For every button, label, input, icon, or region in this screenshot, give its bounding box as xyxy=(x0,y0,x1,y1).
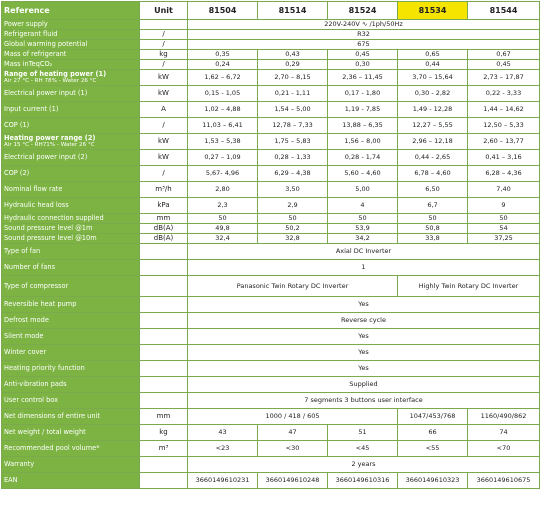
spec-value: 6,29 – 4,38 xyxy=(258,166,328,182)
spec-value: 50 xyxy=(468,214,540,224)
spec-value: 0,45 xyxy=(328,50,398,60)
spec-label xyxy=(2,198,140,214)
spec-value: 1,19 - 7,85 xyxy=(328,102,398,118)
spec-label-text: User control box xyxy=(4,396,58,405)
spec-value: 0,28 – 1,33 xyxy=(258,150,328,166)
spec-label xyxy=(2,60,140,70)
spec-unit xyxy=(140,260,188,276)
model-header-81514: 81514 xyxy=(258,2,328,20)
spec-value: 6,7 xyxy=(398,198,468,214)
spec-unit xyxy=(140,297,188,313)
spec-value: 2,60 – 13,77 xyxy=(468,134,540,150)
spec-unit: A xyxy=(140,102,188,118)
spec-value: 0,17 - 1,80 xyxy=(328,86,398,102)
spec-value: 2 years xyxy=(188,457,540,473)
spec-value: Yes xyxy=(188,361,540,377)
spec-value: 74 xyxy=(468,425,540,441)
spec-row-nominal-flow xyxy=(2,182,540,198)
spec-value: 50 xyxy=(258,214,328,224)
table-body xyxy=(2,20,540,489)
spec-value: 50,2 xyxy=(258,224,328,234)
spec-value: 1000 / 418 / 605 xyxy=(188,409,398,425)
spec-row-sound-pressure-10m xyxy=(2,234,540,244)
spec-value: 1,62 – 6,72 xyxy=(188,70,258,86)
spec-value: 12,78 – 7,33 xyxy=(258,118,328,134)
spec-label-text: Hydraulic head loss xyxy=(4,201,69,210)
spec-label-text: Sound pressure level @1m xyxy=(4,224,93,233)
spec-value: 11,03 – 6,41 xyxy=(188,118,258,134)
spec-value: 3,70 – 15,64 xyxy=(398,70,468,86)
header-row xyxy=(2,2,540,20)
spec-unit: / xyxy=(140,30,188,40)
spec-unit: m³ xyxy=(140,441,188,457)
spec-label-text: Silent mode xyxy=(4,332,44,341)
spec-row-refrigerant-fluid xyxy=(2,30,540,40)
spec-value: 0,21 - 1,11 xyxy=(258,86,328,102)
spec-row-cop-1 xyxy=(2,118,540,134)
spec-value: 47 xyxy=(258,425,328,441)
spec-row-power-supply xyxy=(2,20,540,30)
spec-value: 6,28 – 4,36 xyxy=(468,166,540,182)
spec-value: 5,67- 4,96 xyxy=(188,166,258,182)
spec-value: 0,45 xyxy=(468,60,540,70)
spec-row-heating-power-2 xyxy=(2,134,540,150)
spec-value: 6,50 xyxy=(398,182,468,198)
spec-value: 2,96 – 12,18 xyxy=(398,134,468,150)
spec-label-text: Number of fans xyxy=(4,263,56,272)
spec-row-user-control-box xyxy=(2,393,540,409)
spec-row-gwp xyxy=(2,40,540,50)
spec-row-hydraulic-connection xyxy=(2,214,540,224)
spec-value: 1160/490/862 xyxy=(468,409,540,425)
spec-value: Yes xyxy=(188,329,540,345)
table-header xyxy=(2,2,540,20)
spec-unit: kW xyxy=(140,70,188,86)
spec-value: 37,25 xyxy=(468,234,540,244)
spec-label xyxy=(2,214,140,224)
spec-value: 5,60 – 4,60 xyxy=(328,166,398,182)
spec-label-text: COP (1) xyxy=(4,121,30,130)
spec-row-recommended-pool-volume xyxy=(2,441,540,457)
spec-value: <23 xyxy=(188,441,258,457)
spec-label xyxy=(2,118,140,134)
spec-unit: kPa xyxy=(140,198,188,214)
spec-row-winter-cover xyxy=(2,345,540,361)
spec-row-net-dimensions xyxy=(2,409,540,425)
spec-label-text: EAN xyxy=(4,476,18,485)
spec-label-text: Mass of refrigerant xyxy=(4,50,67,59)
spec-unit: / xyxy=(140,166,188,182)
spec-label-text: Global warming potential xyxy=(4,40,88,49)
spec-label-text: Heating power range (2) xyxy=(4,133,96,142)
spec-unit xyxy=(140,20,188,30)
spec-value: 1,56 – 8,00 xyxy=(328,134,398,150)
spec-unit xyxy=(140,473,188,489)
spec-value: Supplied xyxy=(188,377,540,393)
spec-label-text: COP (2) xyxy=(4,169,30,178)
spec-label xyxy=(2,150,140,166)
spec-value: 0,35 xyxy=(188,50,258,60)
spec-value: 1,53 – 5,38 xyxy=(188,134,258,150)
spec-unit: / xyxy=(140,40,188,50)
spec-row-mass-refrigerant xyxy=(2,50,540,60)
spec-row-sound-pressure-1m xyxy=(2,224,540,234)
spec-label xyxy=(2,40,140,50)
spec-row-type-of-compressor xyxy=(2,276,540,297)
spec-label-text: Sound pressure level @10m xyxy=(4,234,97,243)
spec-row-cop-2 xyxy=(2,166,540,182)
spec-value: 50,8 xyxy=(398,224,468,234)
spec-label-text: Defrost mode xyxy=(4,316,49,325)
spec-label xyxy=(2,329,140,345)
spec-label-text: Warranty xyxy=(4,460,35,469)
spec-value: 32,8 xyxy=(258,234,328,244)
spec-label xyxy=(2,457,140,473)
spec-label xyxy=(2,182,140,198)
spec-label xyxy=(2,244,140,260)
spec-value: 2,3 xyxy=(188,198,258,214)
reference-header: Reference xyxy=(2,2,140,20)
model-header-81534-highlighted: 81534 xyxy=(398,2,468,20)
spec-label xyxy=(2,393,140,409)
spec-value: 66 xyxy=(398,425,468,441)
spec-unit: mm xyxy=(140,214,188,224)
spec-label-text: Type of fan xyxy=(4,247,41,256)
model-header-81504: 81504 xyxy=(188,2,258,20)
spec-unit: mm xyxy=(140,409,188,425)
spec-value: Yes xyxy=(188,297,540,313)
spec-value: 220V-240V ∿ /1ph/50Hz xyxy=(188,20,540,30)
spec-value: 7,40 xyxy=(468,182,540,198)
spec-unit xyxy=(140,361,188,377)
spec-label-text: Heating priority function xyxy=(4,364,85,373)
spec-label-text: Power supply xyxy=(4,20,48,29)
spec-value: 9 xyxy=(468,198,540,214)
spec-row-warranty xyxy=(2,457,540,473)
spec-value: 0,30 - 2,82 xyxy=(398,86,468,102)
spec-value: 1,54 – 5,00 xyxy=(258,102,328,118)
spec-label-text: Range of heating power (1) xyxy=(4,69,107,78)
spec-row-number-of-fans xyxy=(2,260,540,276)
spec-value: 6,78 – 4,60 xyxy=(398,166,468,182)
spec-label xyxy=(2,166,140,182)
spec-value: 0,30 xyxy=(328,60,398,70)
spec-value: 51 xyxy=(328,425,398,441)
spec-label xyxy=(2,30,140,40)
spec-value: 34,2 xyxy=(328,234,398,244)
spec-label xyxy=(2,425,140,441)
spec-label-text: Electrical power input (1) xyxy=(4,89,88,98)
spec-value: 32,4 xyxy=(188,234,258,244)
spec-value: 1,02 – 4,88 xyxy=(188,102,258,118)
spec-row-reversible-heat-pump xyxy=(2,297,540,313)
spec-value: 49,8 xyxy=(188,224,258,234)
spec-label-text: Reversible heat pump xyxy=(4,300,77,309)
spec-label xyxy=(2,409,140,425)
spec-value: 0,15 - 1,05 xyxy=(188,86,258,102)
spec-label-text: Winter cover xyxy=(4,348,47,357)
spec-label-text: Type of compressor xyxy=(4,281,69,290)
spec-value: 2,36 – 11,45 xyxy=(328,70,398,86)
spec-unit: kW xyxy=(140,150,188,166)
spec-label xyxy=(2,276,140,297)
spec-value: 0,44 - 2,65 xyxy=(398,150,468,166)
spec-value: 0,67 xyxy=(468,50,540,60)
spec-unit xyxy=(140,345,188,361)
spec-label-text: Hydraulic connection supplied xyxy=(4,214,104,223)
spec-unit: kW xyxy=(140,134,188,150)
spec-value: 3660149610231 xyxy=(188,473,258,489)
spec-value: 3660149610675 xyxy=(468,473,540,489)
spec-row-net-weight xyxy=(2,425,540,441)
spec-value: 1,49 - 12,28 xyxy=(398,102,468,118)
spec-label-text: Refrigerant fluid xyxy=(4,30,58,39)
spec-value: 0,27 – 1,09 xyxy=(188,150,258,166)
spec-value: 2,70 – 8,15 xyxy=(258,70,328,86)
spec-label xyxy=(2,313,140,329)
spec-label xyxy=(2,102,140,118)
spec-sublabel: Air 27 °C - RH 78% - Water 26 °C xyxy=(4,77,97,84)
spec-value: 4 xyxy=(328,198,398,214)
spec-row-defrost-mode xyxy=(2,313,540,329)
spec-unit: kW xyxy=(140,86,188,102)
spec-label-text: Nominal flow rate xyxy=(4,185,63,194)
spec-value: 0,24 xyxy=(188,60,258,70)
spec-value: 53,9 xyxy=(328,224,398,234)
spec-row-mass-teqco2 xyxy=(2,60,540,70)
spec-label-text: Electrical power input (2) xyxy=(4,153,88,162)
spec-row-electrical-input-2 xyxy=(2,150,540,166)
spec-label xyxy=(2,441,140,457)
spec-label xyxy=(2,70,140,86)
spec-unit xyxy=(140,329,188,345)
spec-value: 0,43 xyxy=(258,50,328,60)
model-header-81544: 81544 xyxy=(468,2,540,20)
spec-label xyxy=(2,377,140,393)
spec-label-text: Mass inTeqCO₂ xyxy=(4,60,53,69)
spec-value: 3660149610323 xyxy=(398,473,468,489)
spec-value: 12,27 – 5,55 xyxy=(398,118,468,134)
model-header-81524: 81524 xyxy=(328,2,398,20)
spec-row-input-current-1 xyxy=(2,102,540,118)
spec-value: Yes xyxy=(188,345,540,361)
spec-value: 12,50 – 5,33 xyxy=(468,118,540,134)
spec-value: <70 xyxy=(468,441,540,457)
spec-label-text: Recommended pool volume* xyxy=(4,444,100,453)
spec-value: R32 xyxy=(188,30,540,40)
spec-value: Highly Twin Rotary DC Inverter xyxy=(398,276,540,297)
spec-sublabel: Air 15 °C - RH71% - Water 26 °C xyxy=(4,141,95,148)
spec-value: 5,00 xyxy=(328,182,398,198)
spec-row-hydraulic-head-loss xyxy=(2,198,540,214)
spec-value: 7 segments 3 buttons user interface xyxy=(188,393,540,409)
spec-row-silent-mode xyxy=(2,329,540,345)
spec-value: 50 xyxy=(188,214,258,224)
spec-label xyxy=(2,473,140,489)
unit-header: Unit xyxy=(140,2,188,20)
spec-unit xyxy=(140,313,188,329)
spec-value: 0,22 - 3,33 xyxy=(468,86,540,102)
spec-row-heating-power-1 xyxy=(2,70,540,86)
spec-value: 3660149610316 xyxy=(328,473,398,489)
spec-value: Axial DC Inverter xyxy=(188,244,540,260)
spec-value: 1 xyxy=(188,260,540,276)
specifications-table xyxy=(1,1,540,489)
spec-value: <55 xyxy=(398,441,468,457)
spec-value: 50 xyxy=(328,214,398,224)
spec-value: 1,44 – 14,62 xyxy=(468,102,540,118)
spec-unit: dB(A) xyxy=(140,224,188,234)
spec-unit: / xyxy=(140,118,188,134)
spec-value: <45 xyxy=(328,441,398,457)
spec-value: 0,28 - 1,74 xyxy=(328,150,398,166)
spec-row-type-of-fan xyxy=(2,244,540,260)
spec-value: 33,8 xyxy=(398,234,468,244)
spec-label xyxy=(2,260,140,276)
spec-label xyxy=(2,134,140,150)
spec-value: 0,29 xyxy=(258,60,328,70)
spec-value: 0,44 xyxy=(398,60,468,70)
spec-unit xyxy=(140,457,188,473)
spec-row-heating-priority xyxy=(2,361,540,377)
spec-label xyxy=(2,86,140,102)
spec-value: 54 xyxy=(468,224,540,234)
spec-unit: dB(A) xyxy=(140,234,188,244)
spec-unit: kg xyxy=(140,425,188,441)
spec-value: 1047/453/768 xyxy=(398,409,468,425)
spec-row-electrical-input-1 xyxy=(2,86,540,102)
spec-label-text: Anti-vibration pads xyxy=(4,380,67,389)
spec-label xyxy=(2,50,140,60)
spec-value: 13,88 – 6,35 xyxy=(328,118,398,134)
spec-row-ean xyxy=(2,473,540,489)
spec-value: 43 xyxy=(188,425,258,441)
spec-unit xyxy=(140,244,188,260)
spec-value: 2,80 xyxy=(188,182,258,198)
spec-value: 0,65 xyxy=(398,50,468,60)
spec-value: 3,50 xyxy=(258,182,328,198)
spec-label-text: Net weight / total weight xyxy=(4,428,86,437)
spec-unit: m³/h xyxy=(140,182,188,198)
spec-label-text: Input current (1) xyxy=(4,105,59,114)
spec-label xyxy=(2,234,140,244)
spec-value: <30 xyxy=(258,441,328,457)
spec-label xyxy=(2,361,140,377)
spec-row-anti-vibration-pads xyxy=(2,377,540,393)
spec-unit xyxy=(140,276,188,297)
spec-value: 675 xyxy=(188,40,540,50)
spec-unit xyxy=(140,393,188,409)
spec-label-text: Net dimensions of entire unit xyxy=(4,412,100,421)
spec-value: Panasonic Twin Rotary DC Inverter xyxy=(188,276,398,297)
spec-unit xyxy=(140,377,188,393)
spec-value: 3660149610248 xyxy=(258,473,328,489)
spec-unit: / xyxy=(140,60,188,70)
spec-value: 1,75 – 5,83 xyxy=(258,134,328,150)
spec-label xyxy=(2,224,140,234)
spec-value: Reverse cycle xyxy=(188,313,540,329)
spec-label xyxy=(2,345,140,361)
spec-value: 50 xyxy=(398,214,468,224)
spec-value: 2,9 xyxy=(258,198,328,214)
spec-unit: kg xyxy=(140,50,188,60)
spec-value: 2,73 – 17,87 xyxy=(468,70,540,86)
spec-label xyxy=(2,20,140,30)
spec-label xyxy=(2,297,140,313)
spec-value: 0,41 – 3,16 xyxy=(468,150,540,166)
